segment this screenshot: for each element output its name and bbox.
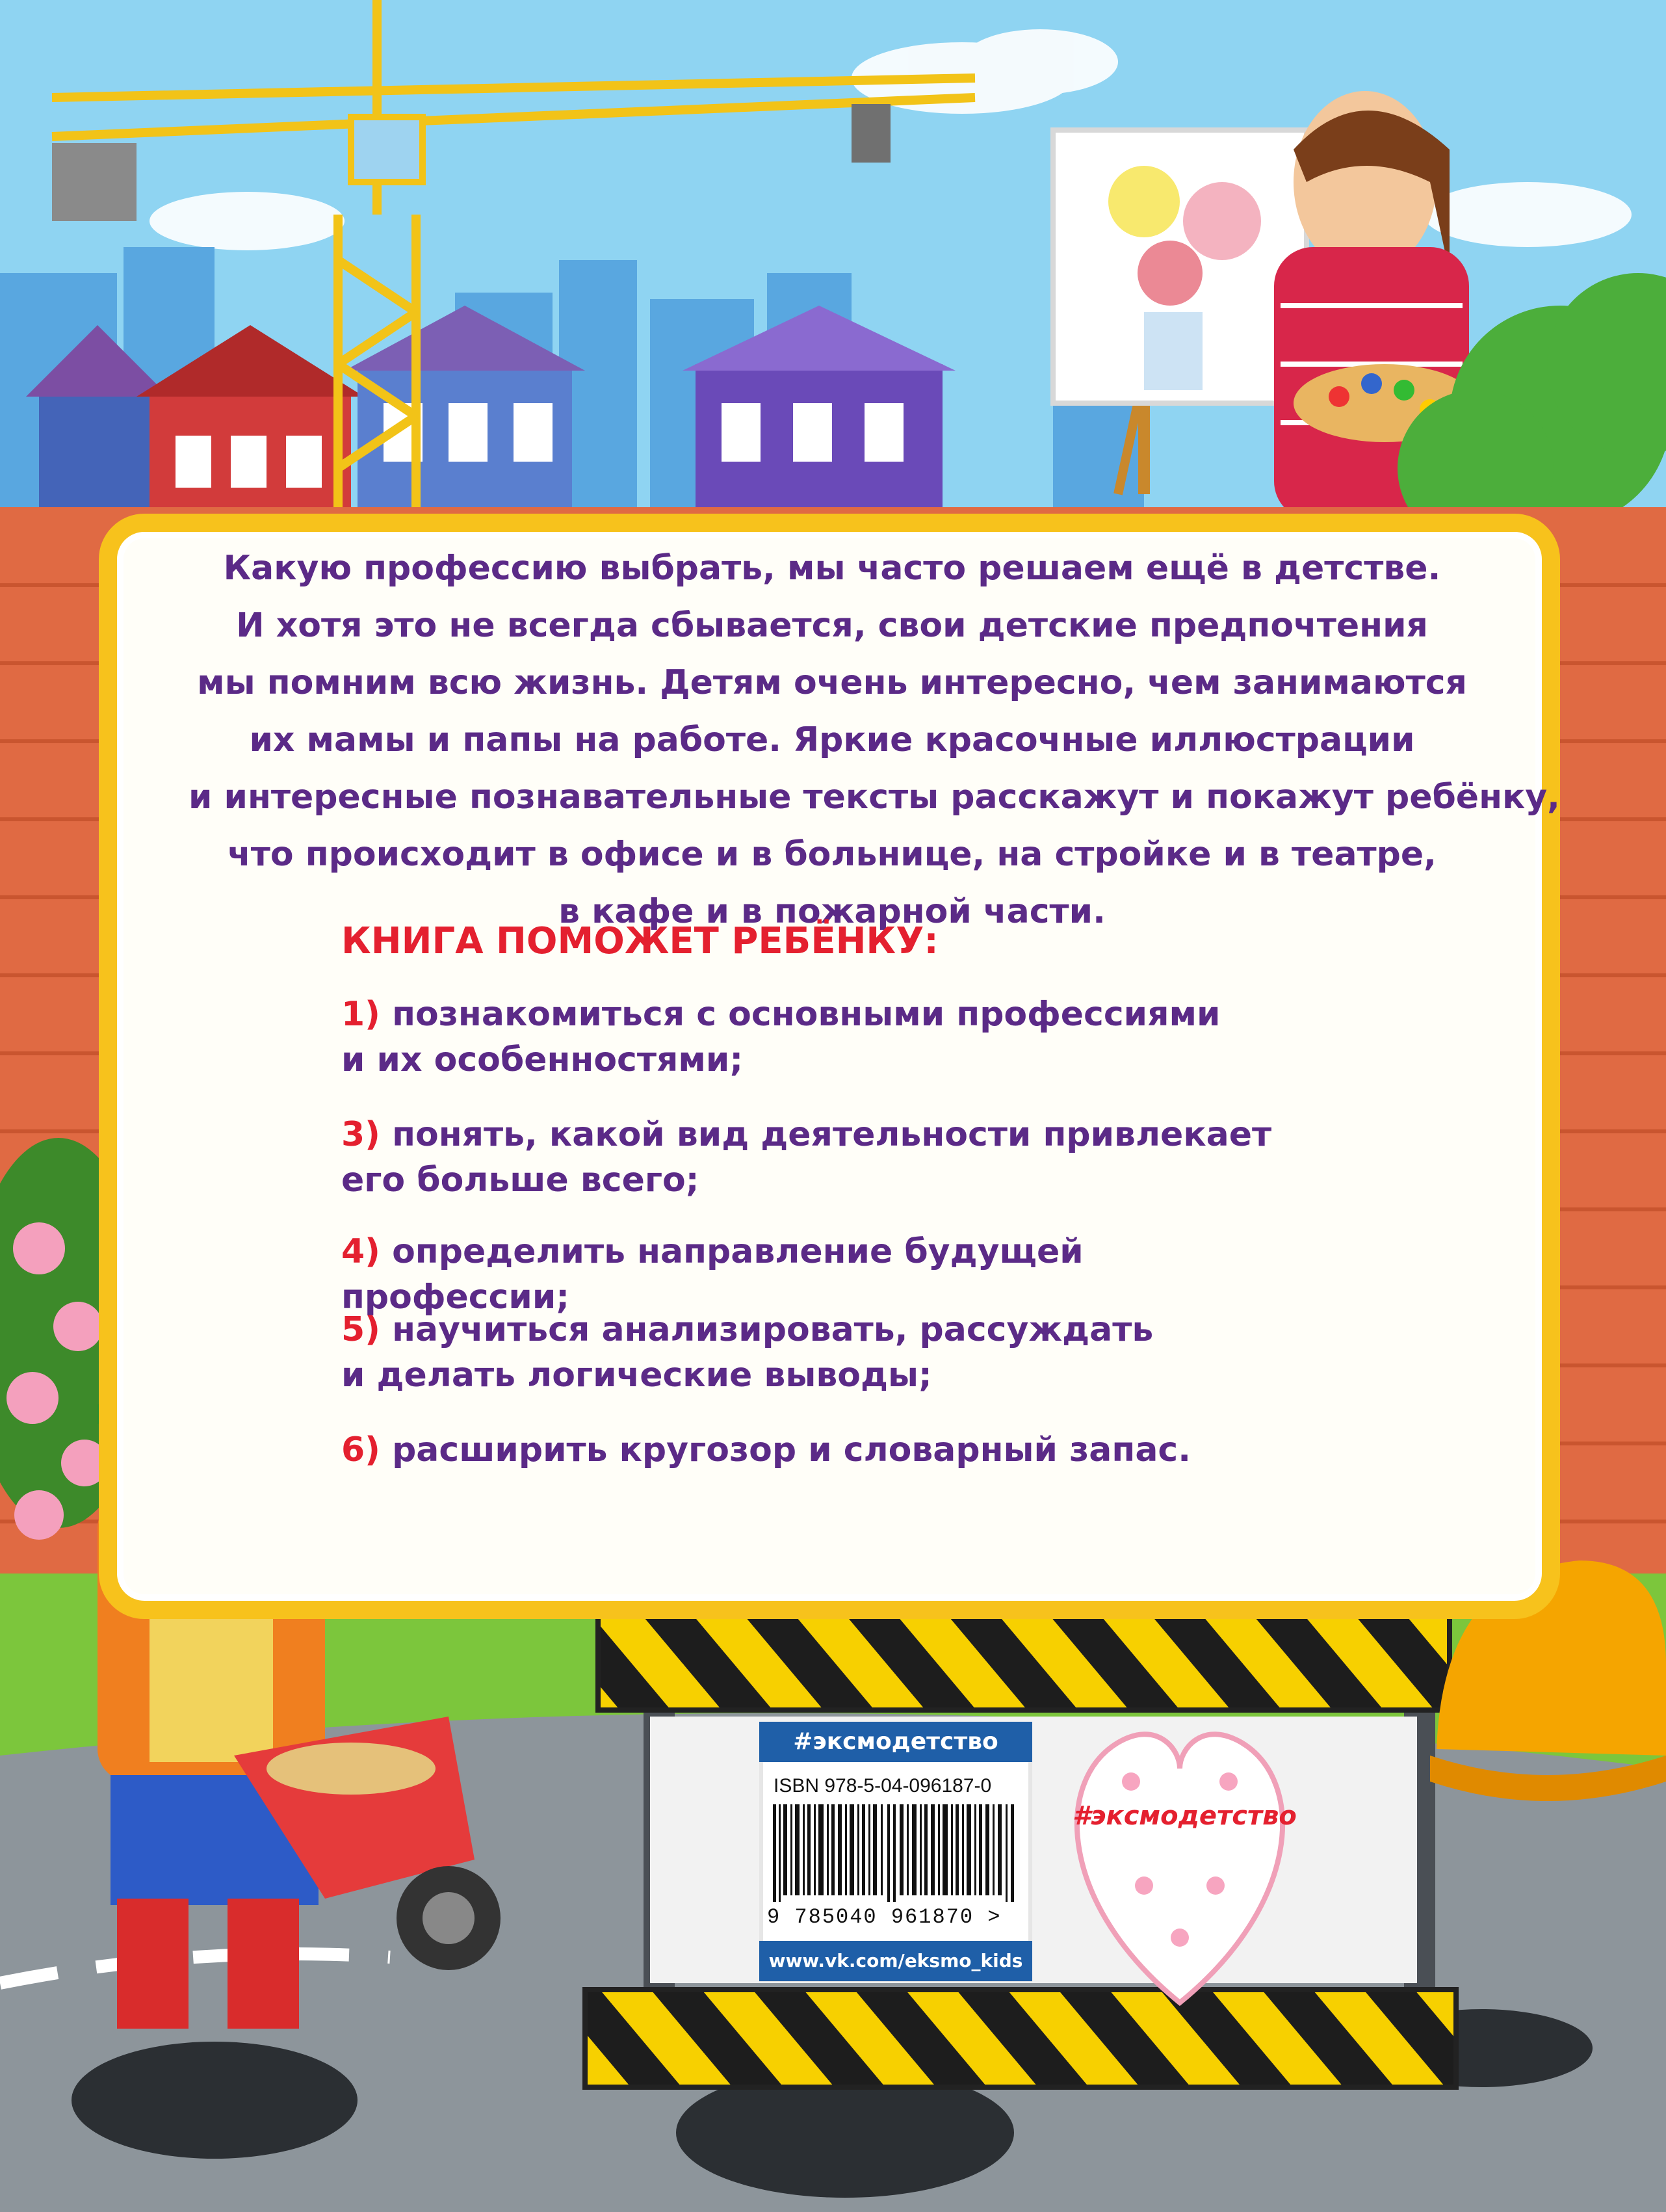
benefit-text: познакомиться с основными профессиями [392, 995, 1221, 1034]
benefit-text: расширить кругозор и словарный запас. [392, 1430, 1191, 1469]
benefit-text: понять, какой вид деятельности привлекает [392, 1115, 1272, 1154]
intro-line: в кафе и в пожарной части. [558, 892, 1106, 931]
vk-url-banner: www.vk.com/eksmo_kids [759, 1941, 1032, 1981]
benefit-number: 6) [341, 1430, 380, 1469]
intro-line: мы помним всю жизнь. Детям очень интересно, чем занимаются [197, 663, 1467, 702]
benefit-item [341, 992, 1316, 1083]
benefit-text: научиться анализировать, рассуждать [392, 1310, 1154, 1349]
benefit-text: и их особенностями; [341, 1040, 744, 1079]
barrier-top-board [598, 1606, 1450, 1710]
isbn-text: ISBN 978-5-04-096187-0 [774, 1775, 992, 1797]
crane-cabin [351, 117, 423, 182]
benefit-item [341, 1307, 1316, 1398]
benefit-text: его больше всего; [341, 1161, 699, 1200]
intro-line: И хотя это не всегда сбывается, свои детские предпочтения [236, 606, 1428, 645]
benefit-item [341, 1427, 1316, 1473]
benefit-text: определить направление будущей профессии; [341, 1232, 1084, 1317]
barcode-digits: 9 785040 961870 > [767, 1905, 1002, 1929]
crane-counterweight [52, 143, 137, 221]
intro-line: их мамы и папы на работе. Яркие красочные иллюстрации [249, 720, 1415, 759]
benefit-text: и делать логические выводы; [341, 1356, 932, 1395]
intro-paragraph [189, 540, 1560, 940]
heart-logo-text: #эксмодетство [1073, 1801, 1297, 1831]
benefit-number: 3) [341, 1115, 380, 1154]
intro-line: Какую профессию выбрать, мы часто решаем ещё в детстве. [223, 549, 1441, 588]
barcode-icon [770, 1804, 1021, 1902]
benefits-heading: КНИГА ПОМОЖЕТ РЕБЁНКУ: [341, 920, 939, 962]
barrier-bottom-board [585, 1990, 1456, 2087]
benefit-item [341, 1112, 1316, 1203]
benefit-number: 5) [341, 1310, 380, 1349]
intro-line: что происходит в офисе и в больнице, на стройке и в театре, [228, 835, 1437, 874]
benefit-item [341, 1229, 1316, 1320]
benefit-number: 1) [341, 995, 380, 1034]
hashtag-banner: #эксмодетство [759, 1722, 1032, 1762]
intro-line: и интересные познавательные тексты расскажут и покажут ребёнку, [189, 778, 1560, 817]
crane-hook-block [852, 104, 891, 163]
benefit-number: 4) [341, 1232, 380, 1271]
